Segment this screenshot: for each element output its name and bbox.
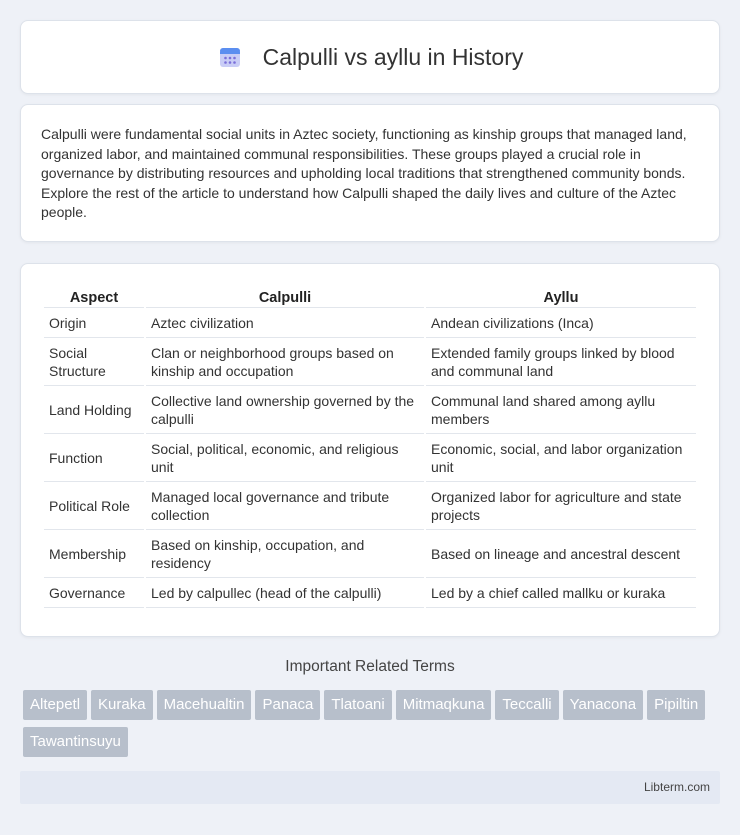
row-ayllu: Led by a chief called mallku or kuraka xyxy=(426,580,696,608)
row-calpulli: Based on kinship, occupation, and residency xyxy=(146,532,424,578)
footer xyxy=(20,771,720,804)
row-ayllu: Based on lineage and ancestral descent xyxy=(426,532,696,578)
table-row xyxy=(44,484,696,530)
row-aspect: Function xyxy=(44,436,144,482)
tag-kuraka[interactable]: Kuraka xyxy=(91,690,153,720)
row-calpulli: Collective land ownership governed by the calpulli xyxy=(146,388,424,434)
table-header-row xyxy=(44,288,696,308)
header-card xyxy=(20,20,720,94)
row-ayllu: Organized labor for agriculture and state projects xyxy=(426,484,696,530)
row-aspect: Membership xyxy=(44,532,144,578)
row-calpulli: Managed local governance and tribute collection xyxy=(146,484,424,530)
tag-mitmaqkuna[interactable]: Mitmaqkuna xyxy=(396,690,492,720)
row-calpulli: Clan or neighborhood groups based on kinship and occupation xyxy=(146,340,424,386)
calendar-icon xyxy=(217,44,243,70)
header-ayllu: Ayllu xyxy=(426,288,696,308)
tag-tlatoani[interactable]: Tlatoani xyxy=(324,690,391,720)
row-aspect: Social Structure xyxy=(44,340,144,386)
row-ayllu: Extended family groups linked by blood and communal land xyxy=(426,340,696,386)
row-calpulli: Led by calpullec (head of the calpulli) xyxy=(146,580,424,608)
table-row xyxy=(44,580,696,608)
tag-macehualtin[interactable]: Macehualtin xyxy=(157,690,252,720)
table-row xyxy=(44,388,696,434)
footer-site-link[interactable]: Libterm.com xyxy=(643,780,710,794)
row-ayllu: Communal land shared among ayllu members xyxy=(426,388,696,434)
table-row xyxy=(44,436,696,482)
comparison-table xyxy=(42,286,698,610)
tag-pipiltin[interactable]: Pipiltin xyxy=(647,690,705,720)
row-aspect: Land Holding xyxy=(44,388,144,434)
row-calpulli: Social, political, economic, and religious unit xyxy=(146,436,424,482)
related-terms-list xyxy=(23,690,723,764)
page-title: Calpulli vs ayllu in History xyxy=(262,43,524,70)
tag-panaca[interactable]: Panaca xyxy=(255,690,320,720)
related-terms-title: Important Related Terms xyxy=(285,658,455,675)
intro-card xyxy=(20,104,720,242)
table-row xyxy=(44,532,696,578)
tag-tawantinsuyu[interactable]: Tawantinsuyu xyxy=(23,727,128,757)
header-calpulli: Calpulli xyxy=(146,288,424,308)
row-aspect: Governance xyxy=(44,580,144,608)
tag-yanacona[interactable]: Yanacona xyxy=(563,690,643,720)
tag-teccalli[interactable]: Teccalli xyxy=(495,690,558,720)
comparison-card xyxy=(20,263,720,637)
header-aspect: Aspect xyxy=(44,288,144,308)
row-aspect: Political Role xyxy=(44,484,144,530)
row-ayllu: Andean civilizations (Inca) xyxy=(426,310,696,338)
intro-text: Calpulli were fundamental social units in Aztec society, functioning as kinship groups that managed land, organized labor, and maintained communal responsibilities. These groups played a crucial role in governance by distributing resources and upholding local traditions that strengthened community bonds. Explore the rest of the article to understand how Calpulli shaped the daily lives and culture of the Aztec people. xyxy=(41,126,687,220)
table-row xyxy=(44,340,696,386)
row-aspect: Origin xyxy=(44,310,144,338)
table-row xyxy=(44,310,696,338)
row-ayllu: Economic, social, and labor organization unit xyxy=(426,436,696,482)
tag-altepetl[interactable]: Altepetl xyxy=(23,690,87,720)
row-calpulli: Aztec civilization xyxy=(146,310,424,338)
